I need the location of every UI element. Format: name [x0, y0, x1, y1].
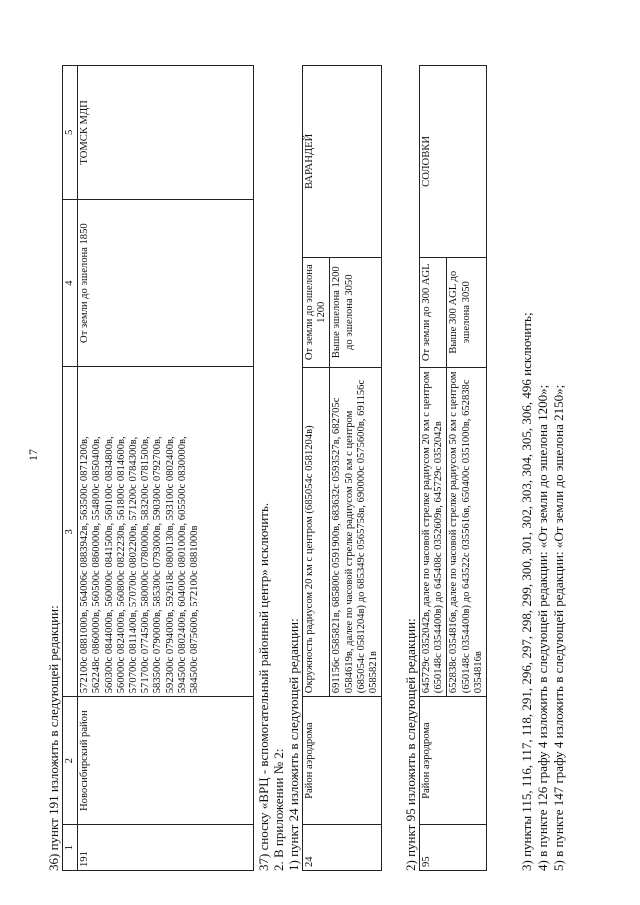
coordinate-line: 583500с 0790000в, 585300с 0793000в, 590300с 0792700в,: [152, 436, 164, 694]
coordinates-cell: Окружность радиусом 20 км с центром (685054с 0581204в): [303, 367, 330, 697]
coordinate-line: 560000с 0824000в, 560800с 0822230в, 561800с 0814600в,: [115, 436, 127, 694]
table-item-95: [419, 65, 487, 871]
appendix-2-line: 2. В приложении № 2:: [271, 748, 286, 871]
coordinates-cell: 691156с 0585821в, 685800с 0591900в, 683632с 0593527в, 682705с 0584619в, далее по часовой стрелке радиусом 50 км с центром (685054с 0581204в) до 685349с 0565758в, 690000с 0575600в, 691156с 0585821в: [330, 367, 382, 697]
section-36-heading: 36) пункт 191 изложить в следующей редакции:: [46, 605, 61, 871]
header-col-2: 2: [63, 697, 78, 825]
coordinate-line: 560300с 0844000в, 560000с 0841500в, 560100с 0834800в,: [103, 436, 115, 694]
table-header-row: [63, 66, 78, 871]
item-24-heading: 1) пункт 24 изложить в следующей редакции:: [286, 618, 301, 871]
table-row: [420, 66, 447, 871]
item-4-line: 4) в пункте 126 графу 4 изложить в следующей редакции: «От земли до эшелона 1200»;: [535, 384, 550, 871]
coordinate-line: 594500с 0802400в, 604000с 0801000в, 605500с 0830000в,: [176, 436, 188, 694]
row-number: 191: [78, 825, 254, 871]
table-item-24: [302, 65, 382, 871]
control-center: ТОМСК МДП: [78, 66, 254, 200]
header-col-5: 5: [63, 66, 78, 200]
page-number: 17: [26, 449, 40, 461]
area-name: Район аэродрома: [420, 697, 487, 825]
coordinate-line: 570700с 0811400в, 570700с 0802200в, 571200с 0784300в,: [128, 436, 140, 694]
item-95-heading: 2) пункт 95 изложить в следующей редакции:: [403, 618, 418, 871]
coordinates-cell: [78, 367, 254, 697]
item-5-line: 5) в пункте 147 графу 4 изложить в следующей редакции: «От земли до эшелона 2150»;: [551, 384, 566, 871]
coordinate-line: 562248с 0860000в, 560500с 0860000в, 554800с 0850400в,: [91, 436, 103, 694]
coordinates-cell: 645729с 0352042в, далее по часовой стрелке радиусом 20 км с центром (650148с 0354400в) до 645408с 0352609в, 645729с 0352042в: [420, 367, 447, 697]
header-col-1: 1: [63, 825, 78, 871]
header-col-4: 4: [63, 199, 78, 367]
coordinates-cell: 652838с 0354816в, далее по часовой стрелке радиусом 50 км с центром (650148с 0354400в) до 643522с 0355616в, 650400с 0351000в, 652838с 0354816в: [447, 367, 487, 697]
altitude-range: От земли до эшелона 1850: [78, 199, 254, 367]
section-37-line: 37) сноску «ВРЦ - вспомогательный районный центр» исключить.: [256, 502, 271, 871]
area-name: Новосибирский район: [78, 697, 254, 825]
table-row: [78, 66, 254, 871]
altitude-range: Выше 300 AGL до эшелона 3050: [447, 257, 487, 367]
coordinate-line: 572100с 0881000в, 564006с 0883942в, 563500с 0871200в,: [79, 436, 91, 694]
table-row: [303, 66, 330, 871]
altitude-range: Выше эшелона 1200 до эшелона 3050: [330, 257, 382, 367]
item-3-line: 3) пункты 115, 116, 117, 118, 291, 296, 297, 298, 299, 300, 301, 302, 303, 304, 305, 306, 496 исключить;: [519, 312, 534, 871]
table-item-191: [62, 65, 254, 871]
row-number: 24: [303, 825, 382, 871]
coordinate-line: 584500с 0875600в, 572100с 0881000в: [189, 525, 201, 694]
altitude-range: От земли до 300 AGL: [420, 257, 447, 367]
header-col-3: 3: [63, 367, 78, 697]
control-center: СОЛОВКИ: [420, 66, 487, 258]
area-name: Район аэродрома: [303, 697, 382, 825]
altitude-range: От земли до эшелона 1200: [303, 257, 330, 367]
control-center: ВАРАНДЕЙ: [303, 66, 382, 258]
coordinate-line: 592300с 0794000в, 592618с 0800130в, 593100с 0802400в,: [164, 436, 176, 694]
coordinate-line: 571700с 0774500в, 580000с 0780000в, 583200с 0781500в,: [140, 436, 152, 694]
row-number: 95: [420, 825, 487, 871]
